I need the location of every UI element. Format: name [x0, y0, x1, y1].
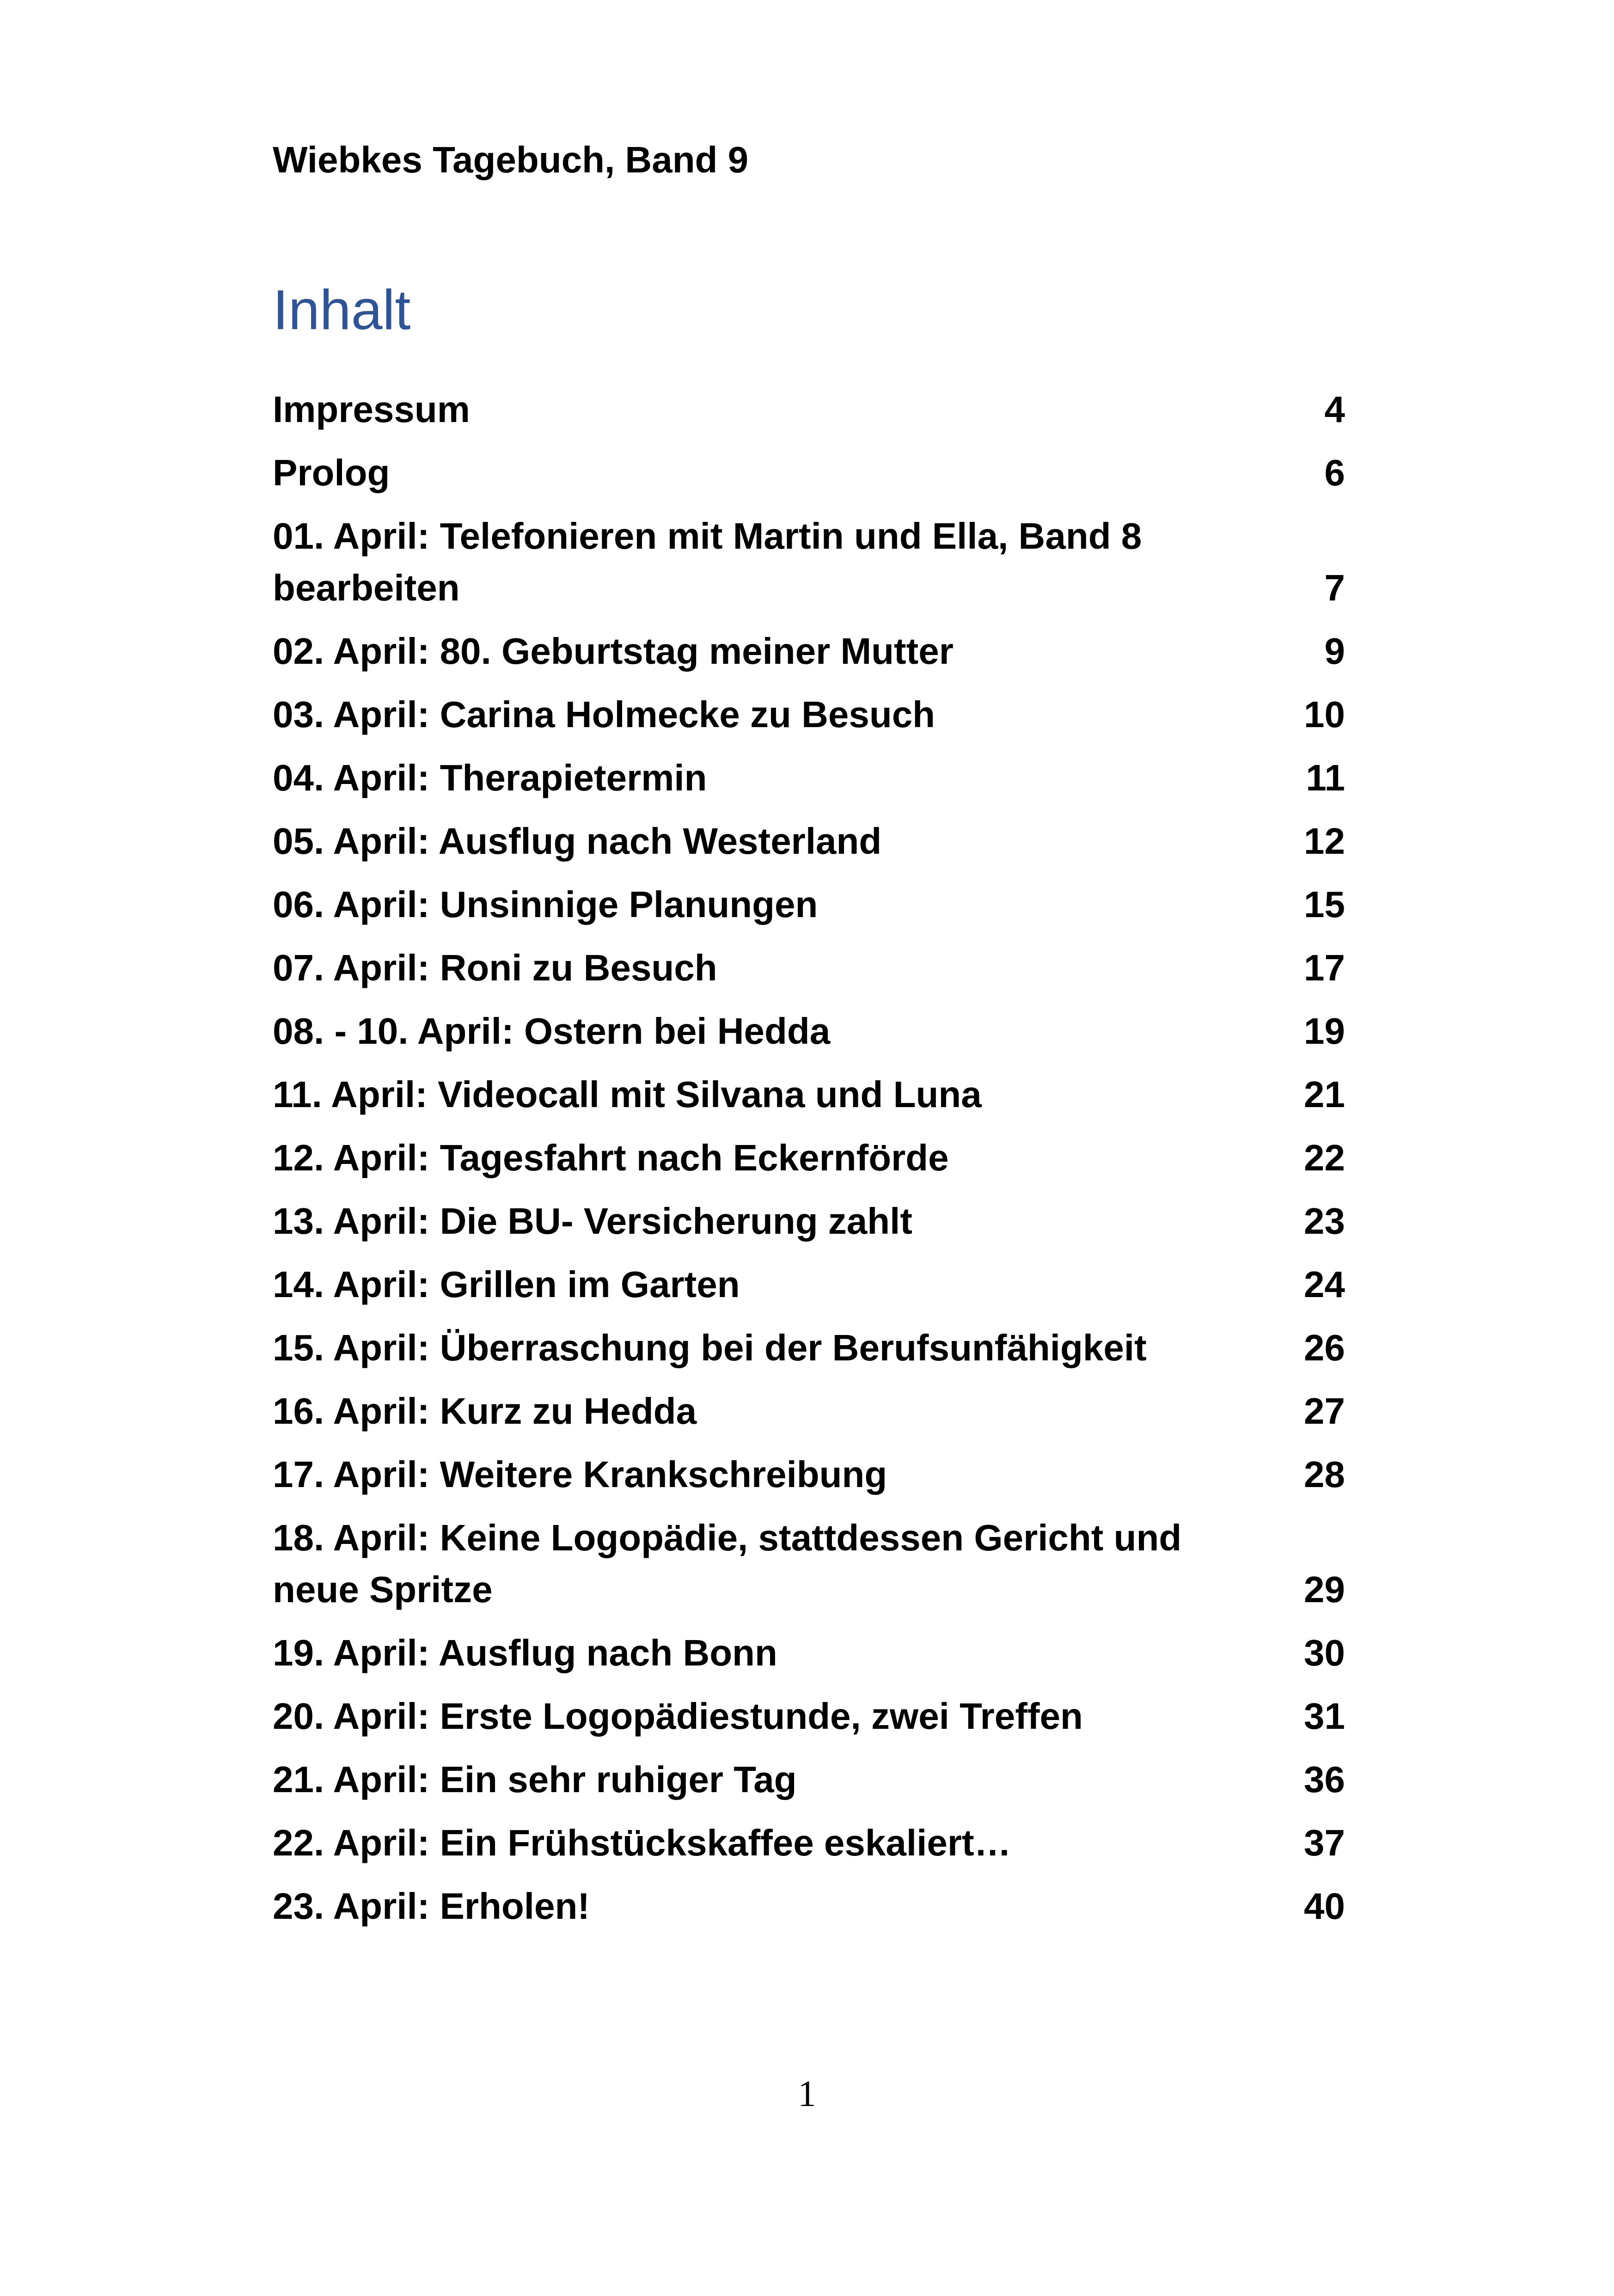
- toc-entry-page: 36: [1304, 1759, 1345, 1800]
- toc-entry-page: 9: [1324, 631, 1345, 672]
- toc-entry[interactable]: [273, 1449, 1345, 1500]
- toc-entry[interactable]: [273, 1627, 1345, 1679]
- toc-entry[interactable]: [273, 384, 1345, 435]
- toc-entry-title: 21. April: Ein sehr ruhiger Tag: [273, 1759, 797, 1800]
- toc-entry-page: 26: [1304, 1327, 1345, 1368]
- toc-entry[interactable]: [273, 942, 1345, 994]
- toc-entry-page: 15: [1304, 884, 1345, 925]
- toc-entry-title: 08. - 10. April: Ostern bei Hedda: [273, 1010, 831, 1052]
- toc-entry[interactable]: [273, 1322, 1345, 1374]
- toc-entry-title: 17. April: Weitere Krankschreibung: [273, 1454, 887, 1495]
- toc-entry-title: 01. April: Telefonieren mit Martin und Ella, Band 8 bearbeiten: [273, 515, 1142, 608]
- toc-entry[interactable]: [273, 1259, 1345, 1310]
- toc-entry[interactable]: [273, 1512, 1345, 1616]
- toc-entry-title: 22. April: Ein Frühstückskaffee eskaliert…: [273, 1822, 1011, 1863]
- toc-entry[interactable]: [273, 1069, 1345, 1120]
- toc-entry-title: 23. April: Erholen!: [273, 1886, 590, 1927]
- toc-entry-page: 30: [1304, 1632, 1345, 1673]
- toc-entry-title: 02. April: 80. Geburtstag meiner Mutter: [273, 631, 954, 672]
- toc-entry-page: 23: [1304, 1200, 1345, 1242]
- toc-heading: Inhalt: [273, 278, 411, 341]
- toc-entry-title: 03. April: Carina Holmecke zu Besuch: [273, 694, 935, 735]
- running-title: Wiebkes Tagebuch, Band 9: [273, 139, 749, 180]
- toc-entry[interactable]: [273, 879, 1345, 931]
- toc-entry-page: 22: [1304, 1137, 1345, 1178]
- toc-entry-title: 06. April: Unsinnige Planungen: [273, 884, 818, 925]
- table-of-contents: [273, 384, 1345, 1944]
- toc-entry-page: 17: [1304, 947, 1345, 988]
- toc-entry[interactable]: [273, 1005, 1345, 1057]
- toc-entry-page: 27: [1304, 1390, 1345, 1432]
- toc-entry-page: 37: [1304, 1822, 1345, 1863]
- toc-entry-page: 12: [1304, 820, 1345, 862]
- toc-entry-page: 24: [1304, 1264, 1345, 1305]
- toc-entry-title: 11. April: Videocall mit Silvana und Luna: [273, 1074, 982, 1115]
- page-number: 1: [798, 2074, 816, 2114]
- toc-entry-title: 14. April: Grillen im Garten: [273, 1264, 740, 1305]
- toc-entry[interactable]: [273, 815, 1345, 867]
- toc-entry-page: 31: [1304, 1696, 1345, 1737]
- toc-entry[interactable]: [273, 752, 1345, 804]
- toc-entry-title: 13. April: Die BU- Versicherung zahlt: [273, 1200, 913, 1242]
- toc-entry[interactable]: [273, 447, 1345, 499]
- toc-entry[interactable]: [273, 1195, 1345, 1247]
- toc-entry-title: Impressum: [273, 389, 470, 430]
- toc-entry[interactable]: [273, 1132, 1345, 1184]
- toc-entry[interactable]: [273, 1690, 1345, 1742]
- toc-entry-title: 20. April: Erste Logopädiestunde, zwei Treffen: [273, 1696, 1083, 1737]
- toc-entry[interactable]: [273, 625, 1345, 677]
- toc-entry[interactable]: [273, 689, 1345, 741]
- toc-entry[interactable]: [273, 1880, 1345, 1932]
- toc-entry-title: Prolog: [273, 452, 390, 493]
- toc-entry-title: 12. April: Tagesfahrt nach Eckernförde: [273, 1137, 949, 1178]
- toc-entry-page: 4: [1324, 389, 1345, 430]
- toc-entry-page: 10: [1304, 694, 1345, 735]
- toc-entry-title: 07. April: Roni zu Besuch: [273, 947, 717, 988]
- toc-entry-page: 29: [1304, 1569, 1345, 1610]
- toc-entry-page: 28: [1304, 1454, 1345, 1495]
- toc-entry[interactable]: [273, 510, 1345, 614]
- toc-entry[interactable]: [273, 1385, 1345, 1437]
- toc-entry[interactable]: [273, 1817, 1345, 1869]
- toc-entry-page: 19: [1304, 1010, 1345, 1052]
- toc-entry-page: 7: [1324, 567, 1345, 608]
- toc-entry-page: 21: [1304, 1074, 1345, 1115]
- toc-entry-page: 11: [1306, 757, 1345, 798]
- toc-entry[interactable]: [273, 1754, 1345, 1806]
- toc-entry-title: 19. April: Ausflug nach Bonn: [273, 1632, 777, 1673]
- toc-entry-title: 15. April: Überraschung bei der Berufsunfähigkeit: [273, 1327, 1147, 1368]
- toc-entry-title: 05. April: Ausflug nach Westerland: [273, 820, 882, 862]
- toc-entry-page: 40: [1304, 1886, 1345, 1927]
- toc-entry-title: 18. April: Keine Logopädie, stattdessen Gericht und neue Spritze: [273, 1517, 1182, 1610]
- toc-entry-page: 6: [1324, 452, 1345, 493]
- toc-entry-title: 04. April: Therapietermin: [273, 757, 707, 798]
- toc-entry-title: 16. April: Kurz zu Hedda: [273, 1390, 697, 1432]
